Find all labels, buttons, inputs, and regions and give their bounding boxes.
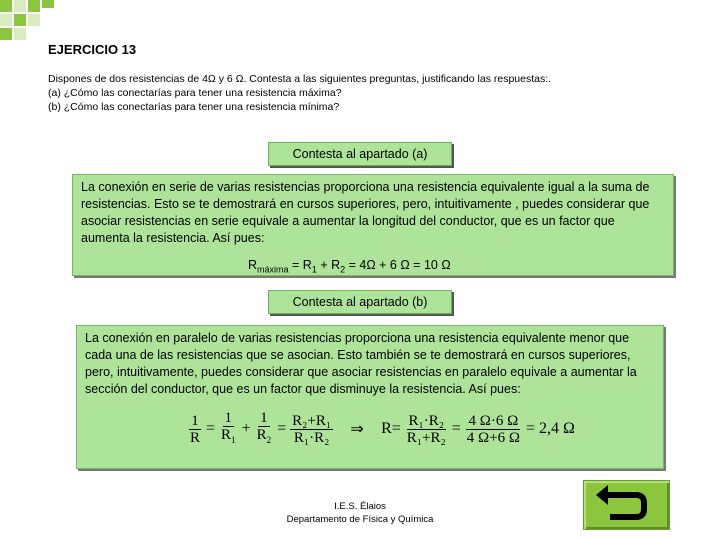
frac-den: R bbox=[190, 429, 201, 446]
equals-sign: = bbox=[206, 420, 216, 437]
formula-result: = 2,4 Ω bbox=[526, 420, 575, 437]
department-name: Departamento de Física y Química bbox=[286, 514, 434, 525]
frac-num: 4 Ω·6 Ω bbox=[468, 412, 519, 429]
frac-sum-over-prod bbox=[290, 413, 333, 446]
part-a-button[interactable]: Contesta al apartado (a) bbox=[268, 142, 452, 166]
frac-num: R₁·R₂ bbox=[408, 412, 444, 429]
frac-values bbox=[465, 413, 522, 446]
formula-r-sub: máxima bbox=[257, 264, 289, 275]
footer bbox=[270, 500, 450, 526]
frac-1-over-r1 bbox=[219, 410, 238, 448]
frac-1-over-r bbox=[188, 413, 202, 446]
plus-sign: + bbox=[241, 420, 251, 437]
formula-rest: = 4Ω + 6 Ω = 10 Ω bbox=[345, 258, 451, 272]
frac-den: R₁·R₂ bbox=[293, 429, 330, 446]
frac-den: $R_2$ bbox=[256, 427, 272, 445]
statement-line: (b) ¿Cómo las conectarías para tener una resistencia mínima? bbox=[48, 101, 340, 113]
frac-den: R₁+R₂ bbox=[406, 429, 446, 446]
formula-r: R bbox=[248, 258, 258, 272]
part-b-text: La conexión en paralelo de varias resistencias proporciona una resistencia equivalente menor que cada una de las resistencias que se asocian. Esto también se te demostrará en cursos superiores, pero, intuitivamente, puedes considerar que asociar resistencias en paralelo equivale a aumentar la sección del conductor, que es un factor que disminuye la resistencia. Así pues: bbox=[85, 331, 637, 396]
implies-symbol: ⇒ bbox=[350, 421, 364, 438]
school-name: I.E.S. Élaios bbox=[334, 501, 386, 512]
formula-s2: 2 bbox=[340, 264, 346, 275]
frac-prod-over-sum bbox=[405, 413, 448, 446]
statement-line: Dispones de dos resistencias de 4Ω y 6 Ω. Contesta a las siguientes preguntas, justificando las respuestas:. bbox=[48, 73, 552, 85]
frac-num: 1 bbox=[191, 412, 199, 429]
part-b-formula bbox=[188, 410, 575, 448]
frac-den: 4 Ω+6 Ω bbox=[466, 429, 521, 446]
part-b-button[interactable]: Contesta al apartado (b) bbox=[268, 290, 452, 314]
equals-sign: = bbox=[451, 420, 461, 437]
formula-plus: + R bbox=[316, 258, 341, 272]
frac-num: R₂+R₁ bbox=[292, 412, 332, 429]
frac-den: $R_1$ bbox=[221, 427, 236, 445]
exercise-title: EJERCICIO 13 bbox=[48, 42, 137, 57]
part-a-formula bbox=[248, 258, 451, 275]
formula-s1: 1 bbox=[311, 264, 317, 275]
equals-sign: = bbox=[277, 420, 287, 437]
return-arrow-icon bbox=[584, 481, 669, 529]
statement-line: (a) ¿Cómo las conectarías para tener una resistencia máxima? bbox=[48, 87, 342, 99]
r-equals: R= bbox=[381, 420, 401, 437]
exercise-statement bbox=[48, 72, 551, 114]
frac-1-over-r2 bbox=[255, 410, 274, 448]
return-button[interactable] bbox=[583, 480, 670, 530]
formula-eq1: = R bbox=[288, 258, 312, 272]
part-a-text: La conexión en serie de varias resistencias proporciona una resistencia equivalente igual a la suma de resistencias. Esto se te demostrará en cursos superiores, pero, intuitivamente , puedes considerar que asociar resistencias en serie equivale a aumentar la longitud del conductor, que es un factor que aumenta la resistencia. Así pues: bbox=[81, 180, 650, 245]
frac-num: 1 bbox=[260, 410, 268, 426]
frac-num: 1 bbox=[224, 410, 233, 426]
